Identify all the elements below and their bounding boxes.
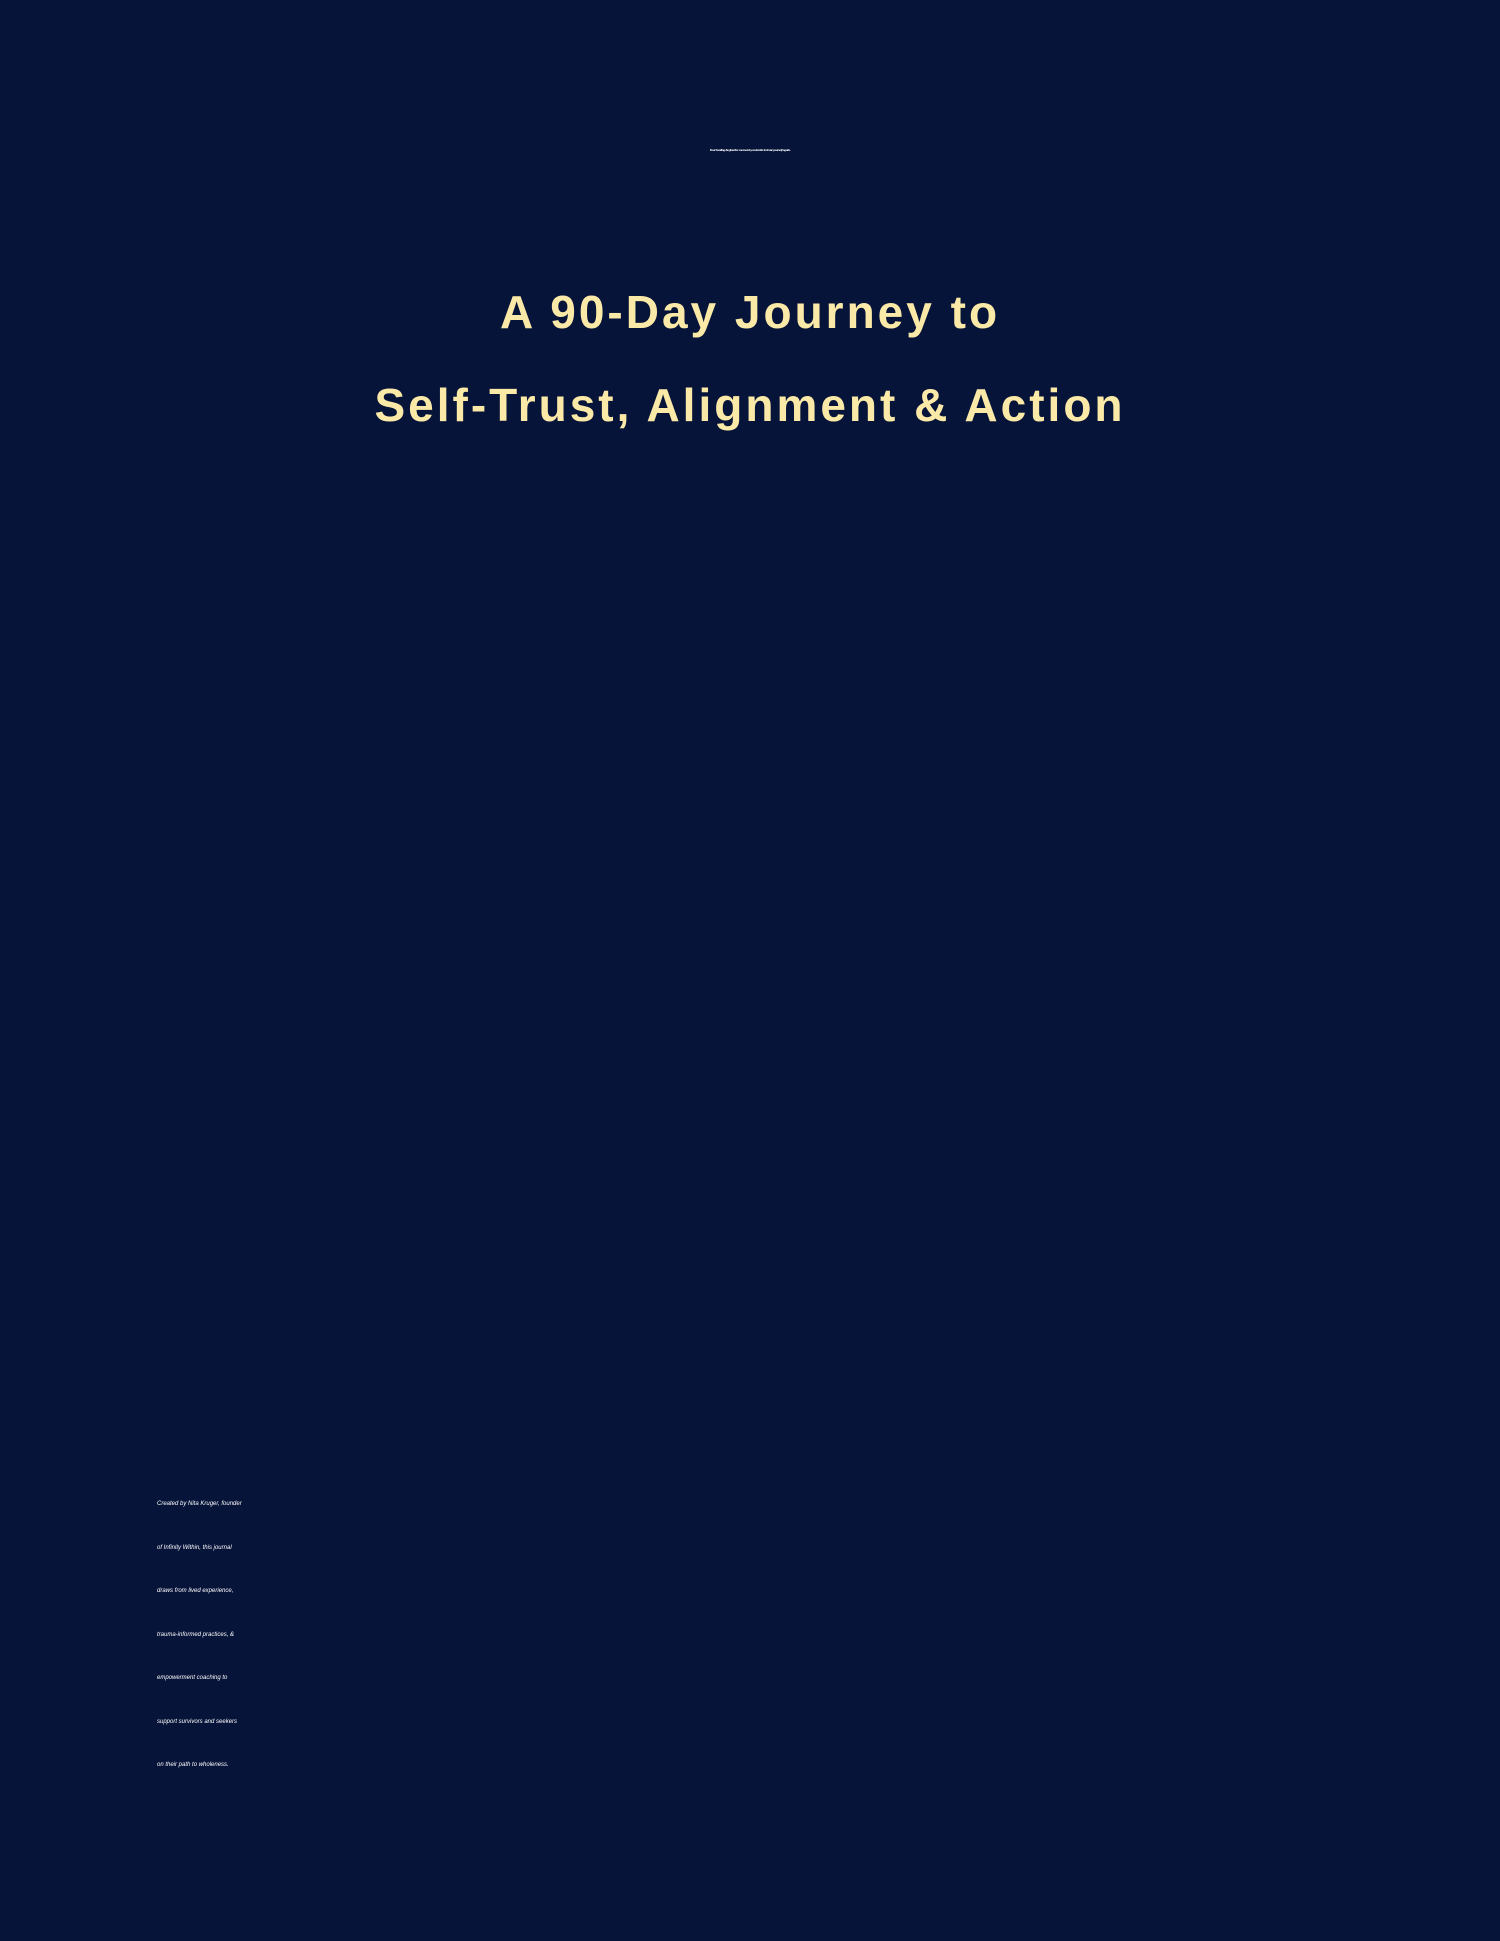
inside-paragraph — [157, 737, 1387, 940]
whether-paragraph — [157, 980, 1387, 1102]
highlight-line — [130, 1314, 1370, 1351]
title-line-1: A 90-Day Journey to — [499, 286, 1001, 338]
credit-line: support survivors and seekers — [157, 1718, 238, 1725]
tagline: Your healing begins the moment you decide to trust yourself again. — [709, 148, 791, 152]
inside-lead — [157, 737, 1387, 778]
intro-paragraph — [157, 494, 1387, 697]
intro-line — [157, 656, 1387, 697]
intro-line — [157, 494, 1387, 535]
author-credit — [157, 1483, 857, 1788]
whether-line — [157, 980, 1387, 1021]
bullet-item — [157, 818, 1387, 859]
reclamation-paragraph — [157, 1142, 1387, 1223]
credit-line: draws from lived experience, — [157, 1588, 234, 1594]
credit-line: of Infinity Within, this journal — [157, 1544, 232, 1551]
credit-line: trauma-informed practices, & — [157, 1631, 235, 1638]
title-line-2: Self-Trust, Alignment & Action — [374, 379, 1126, 431]
intro-line — [157, 535, 1387, 576]
highlight-line — [130, 1277, 1370, 1314]
whether-line — [157, 1061, 1387, 1102]
spacer — [157, 940, 1387, 981]
spacer — [157, 1102, 1387, 1143]
credit-line: Created by Nita Kruger, founder — [157, 1501, 242, 1507]
spacer — [157, 697, 1387, 738]
highlight-line — [130, 1351, 1370, 1388]
highlight-quote — [130, 1277, 1370, 1425]
highlight-line — [130, 1388, 1370, 1425]
bullet-item — [157, 778, 1387, 819]
bullet-item — [157, 899, 1387, 940]
credit-line: empowerment coaching to — [157, 1675, 228, 1681]
bullet-item — [157, 859, 1387, 900]
reclamation-line — [157, 1142, 1387, 1183]
description — [157, 494, 1387, 1223]
page-title — [0, 266, 1500, 452]
intro-line — [157, 575, 1387, 616]
intro-line — [157, 616, 1387, 657]
reclamation-line — [157, 1183, 1387, 1224]
credit-line: on their path to wholeness. — [157, 1762, 229, 1768]
whether-line — [157, 1021, 1387, 1062]
